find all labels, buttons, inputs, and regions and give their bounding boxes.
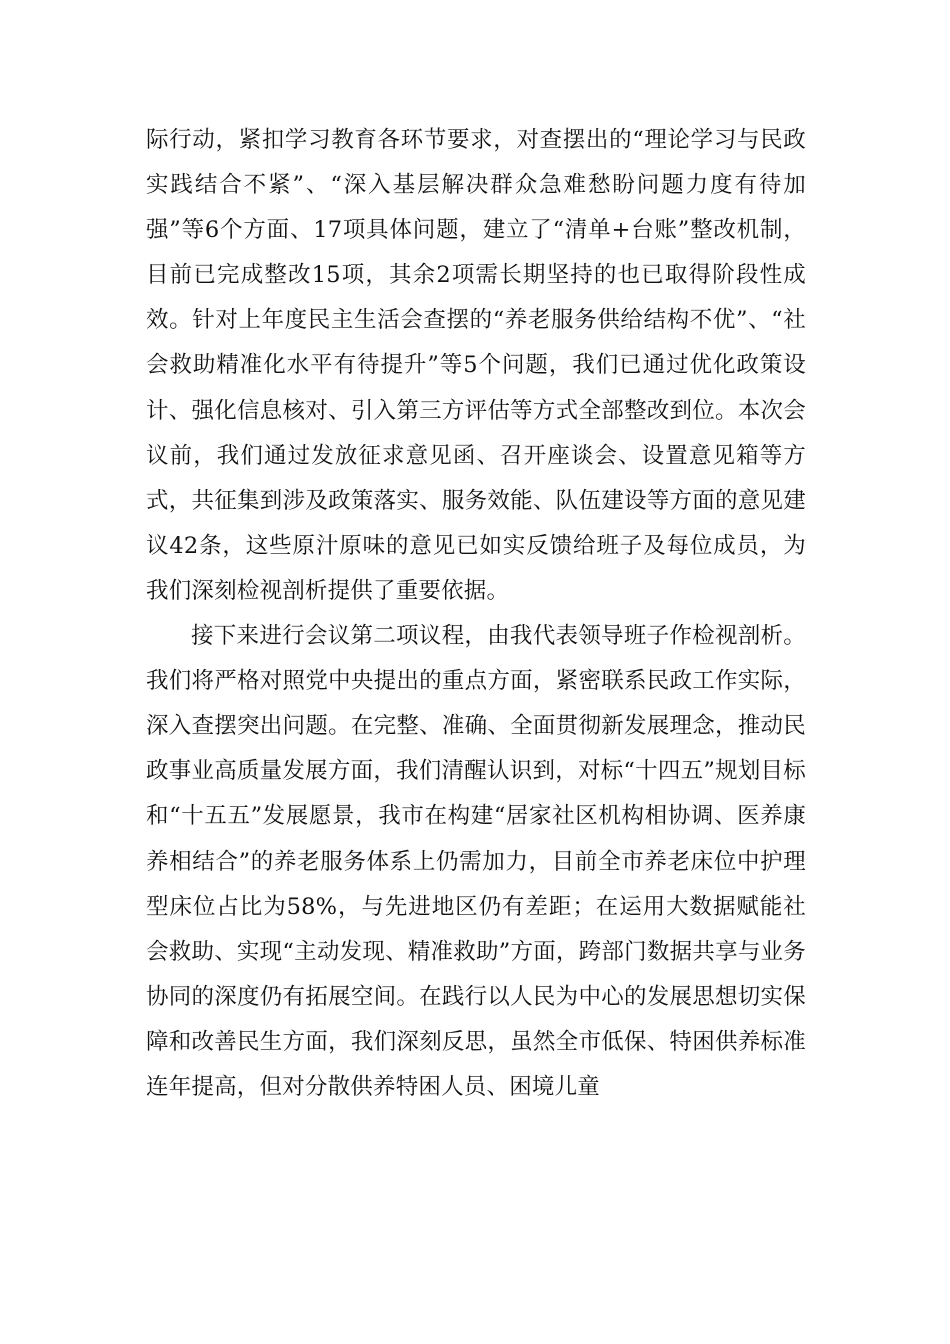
paragraph-second-agenda: 接下来进行会议第二项议程，由我代表领导班子作检视剖析。我们将严格对照党中央提出的重点方面，紧密联系民政工作实际，深入查摆突出问题。在完整、准确、全面贯彻新发展理念，推动民政事业高质量发展方面，我们清醒认识到，对标“十四五”规划目标和“十五五”发展愿景，我市在构建“居家社区机构相协调、医养康养相结合”的养老服务体系上仍需加力，目前全市养老床位中护理型床位占比为58%，与先进地区仍有差距；在运用大数据赋能社会救助、实现“主动发现、精准救助”方面，跨部门数据共享与业务协同的深度仍有拓展空间。在践行以人民为中心的发展思想切实保障和改善民生方面，我们深刻反思，虽然全市低保、特困供养标准连年提高，但对分散供养特困人员、困境儿童: [146, 623, 806, 1100]
paragraph-continued: 际行动，紧扣学习教育各环节要求，对查摆出的“理论学习与民政实践结合不紧”、“深入基层解决群众急难愁盼问题力度有待加强”等6个方面、17项具体问题，建立了“清单+台账”整改机制，目前已完成整改15项，其余2项需长期坚持的也已取得阶段性成效。针对上年度民主生活会查摆的“养老服务供给结构不优”、“社会救助精准化水平有待提升”等5个问题，我们已通过优化政策设计、强化信息核对、引入第三方评估等方式全部整改到位。本次会议前，我们通过发放征求意见函、召开座谈会、设置意见箱等方式，共征集到涉及政策落实、服务效能、队伍建设等方面的意见建议42条，这些原汁原味的意见已如实反馈给班子及每位成员，为我们深刻检视剖析提供了重要依据。: [146, 127, 806, 604]
document-body: [146, 118, 806, 1110]
